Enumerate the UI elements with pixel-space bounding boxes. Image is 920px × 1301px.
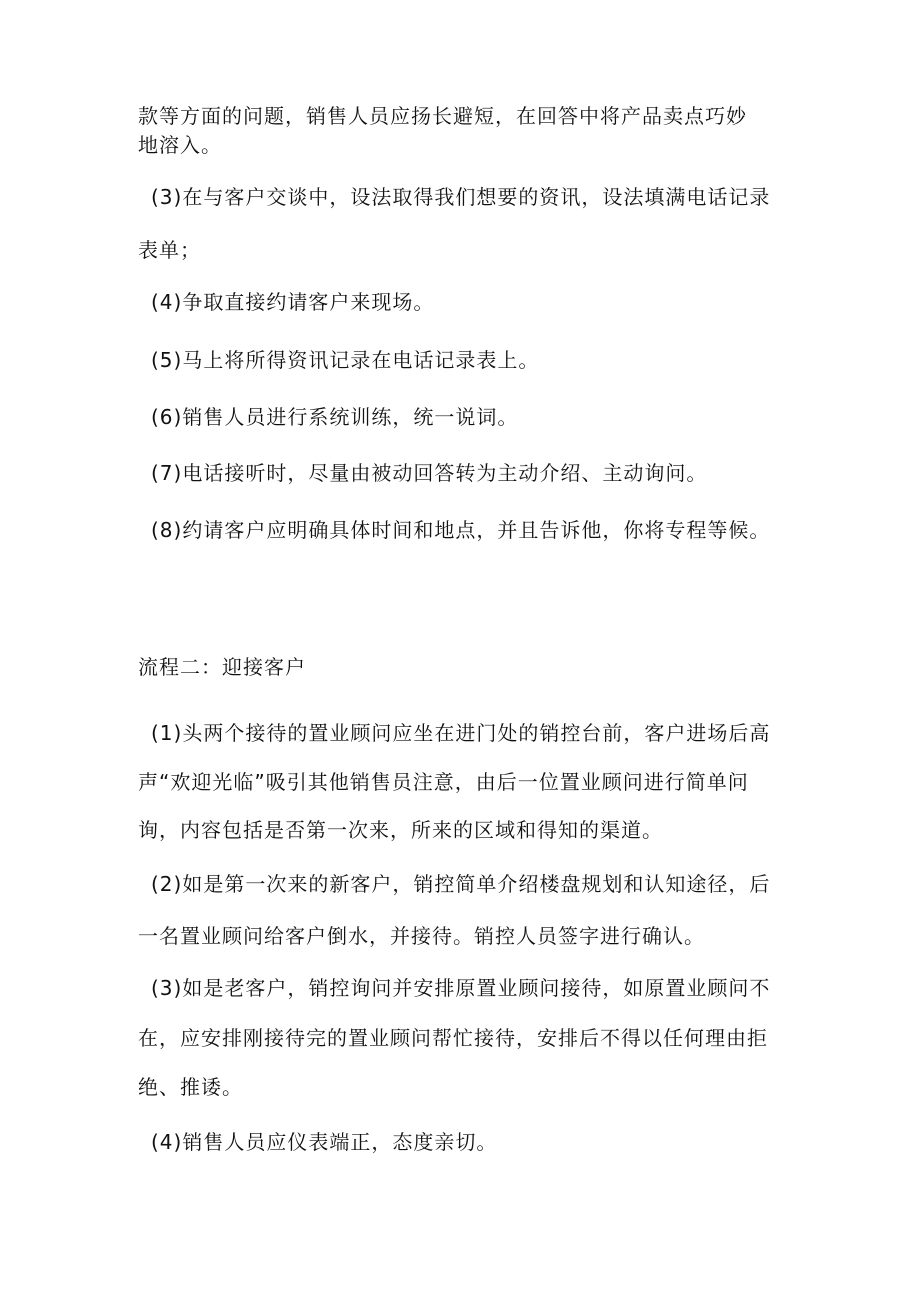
paragraph-line: 地溶入。 bbox=[138, 133, 222, 157]
list-item-line: 绝、推诿。 bbox=[138, 1075, 243, 1099]
list-item-line: (7)电话接听时，尽量由被动回答转为主动介绍、主动询问。 bbox=[151, 461, 708, 485]
list-item-line: 在，应安排刚接待完的置业顾问帮忙接待，安排后不得以任何理由拒 bbox=[138, 1026, 768, 1050]
list-item-line: (8)约请客户应明确具体时间和地点，并且告诉他，你将专程等候。 bbox=[151, 518, 771, 542]
list-item-line: (4)销售人员应仪表端正，态度亲切。 bbox=[151, 1130, 498, 1154]
list-item-line: (3)在与客户交谈中，设法取得我们想要的资讯，设法填满电话记录 bbox=[151, 185, 771, 209]
list-item-line: (1)头两个接待的置业顾问应坐在进门处的销控台前，客户进场后高 bbox=[151, 721, 771, 745]
list-item-line: (4)争取直接约请客户来现场。 bbox=[151, 290, 435, 314]
list-item-line: 表单； bbox=[138, 238, 201, 262]
section-heading: 流程二：迎接客户 bbox=[138, 655, 306, 679]
list-item-line: 询，内容包括是否第一次来，所来的区域和得知的渠道。 bbox=[138, 818, 663, 842]
list-item-line: (5)马上将所得资讯记录在电话记录表上。 bbox=[151, 348, 540, 372]
list-item-line: (3)如是老客户，销控询问并安排原置业顾问接待，如原置业顾问不 bbox=[151, 976, 771, 1000]
list-item-line: 声“欢迎光临”吸引其他销售员注意，由后一位置业顾问进行简单问 bbox=[138, 770, 749, 794]
list-item-line: 一名置业顾问给客户倒水，并接待。销控人员签字进行确认。 bbox=[138, 924, 705, 948]
paragraph-line: 款等方面的问题，销售人员应扬长避短，在回答中将产品卖点巧妙 bbox=[138, 104, 747, 128]
list-item-line: (6)销售人员进行系统训练，统一说词。 bbox=[151, 405, 519, 429]
list-item-line: (2)如是第一次来的新客户，销控简单介绍楼盘规划和认知途径，后 bbox=[151, 872, 771, 896]
